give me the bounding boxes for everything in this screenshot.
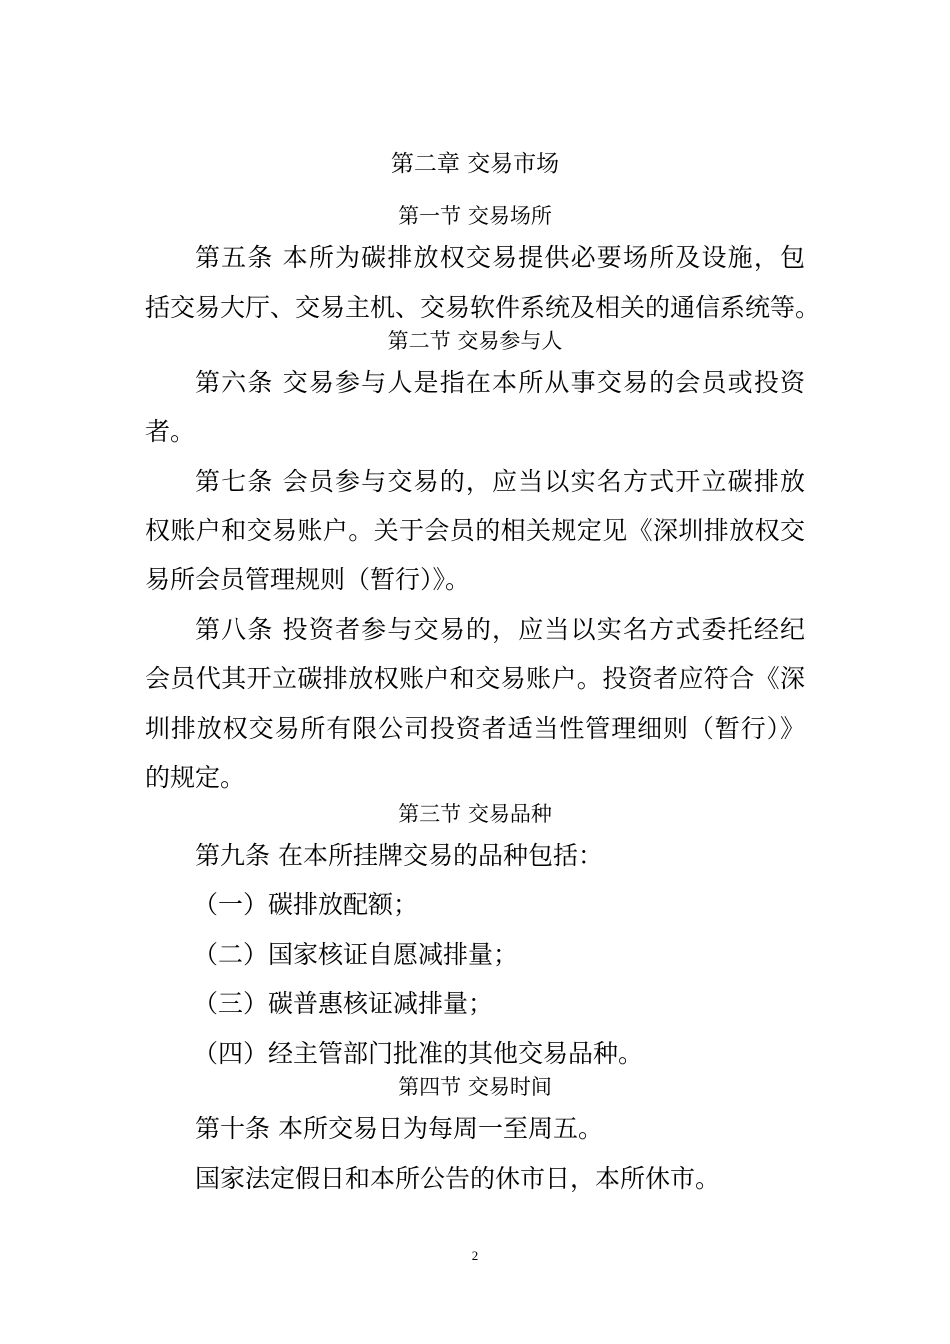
section-title: 第四节 交易时间: [398, 1075, 552, 1099]
list-item: （三）碳普惠核证减排量；: [193, 989, 494, 1018]
article-7-line-1: 第七条 会员参与交易的，应当以实名方式开立碳排放: [195, 467, 805, 496]
article-8-line-2: 会员代其开立碳排放权账户和交易账户。投资者应符合《深: [145, 664, 805, 693]
list-item: （四）经主管部门批准的其他交易品种。: [193, 1039, 644, 1068]
section-title: 第一节 交易场所: [398, 204, 552, 228]
article-8-line-3: 圳排放权交易所有限公司投资者适当性管理细则（暂行）》: [145, 714, 805, 743]
article-5-line-1: 第五条 本所为碳排放权交易提供必要场所及设施，包: [195, 243, 805, 272]
holiday-note-line: 国家法定假日和本所公告的休市日，本所休市。: [195, 1164, 721, 1193]
list-item: （二）国家核证自愿减排量；: [193, 940, 519, 969]
list-item: （一）碳排放配额；: [193, 890, 419, 919]
chapter-title: 第二章 交易市场: [390, 151, 560, 177]
article-7-line-2: 权账户和交易账户。关于会员的相关规定见《深圳排放权交: [145, 516, 805, 545]
article-8-line-4: 的规定。: [145, 763, 246, 792]
article-9-line: 第九条 在本所挂牌交易的品种包括：: [195, 841, 603, 870]
section-title: 第三节 交易品种: [398, 802, 552, 826]
article-7-line-3: 易所会员管理规则（暂行）》。: [145, 565, 471, 594]
article-10-line: 第十条 本所交易日为每周一至周五。: [195, 1114, 603, 1143]
page-number: 2: [471, 1248, 479, 1263]
article-8-line-1: 第八条 投资者参与交易的，应当以实名方式委托经纪: [195, 615, 805, 644]
section-title: 第二节 交易参与人: [387, 329, 563, 353]
article-6-line-1: 第六条 交易参与人是指在本所从事交易的会员或投资: [195, 368, 805, 397]
article-5-line-2: 括交易大厅、交易主机、交易软件系统及相关的通信系统等。: [145, 293, 821, 322]
article-6-line-2: 者。: [145, 417, 196, 446]
